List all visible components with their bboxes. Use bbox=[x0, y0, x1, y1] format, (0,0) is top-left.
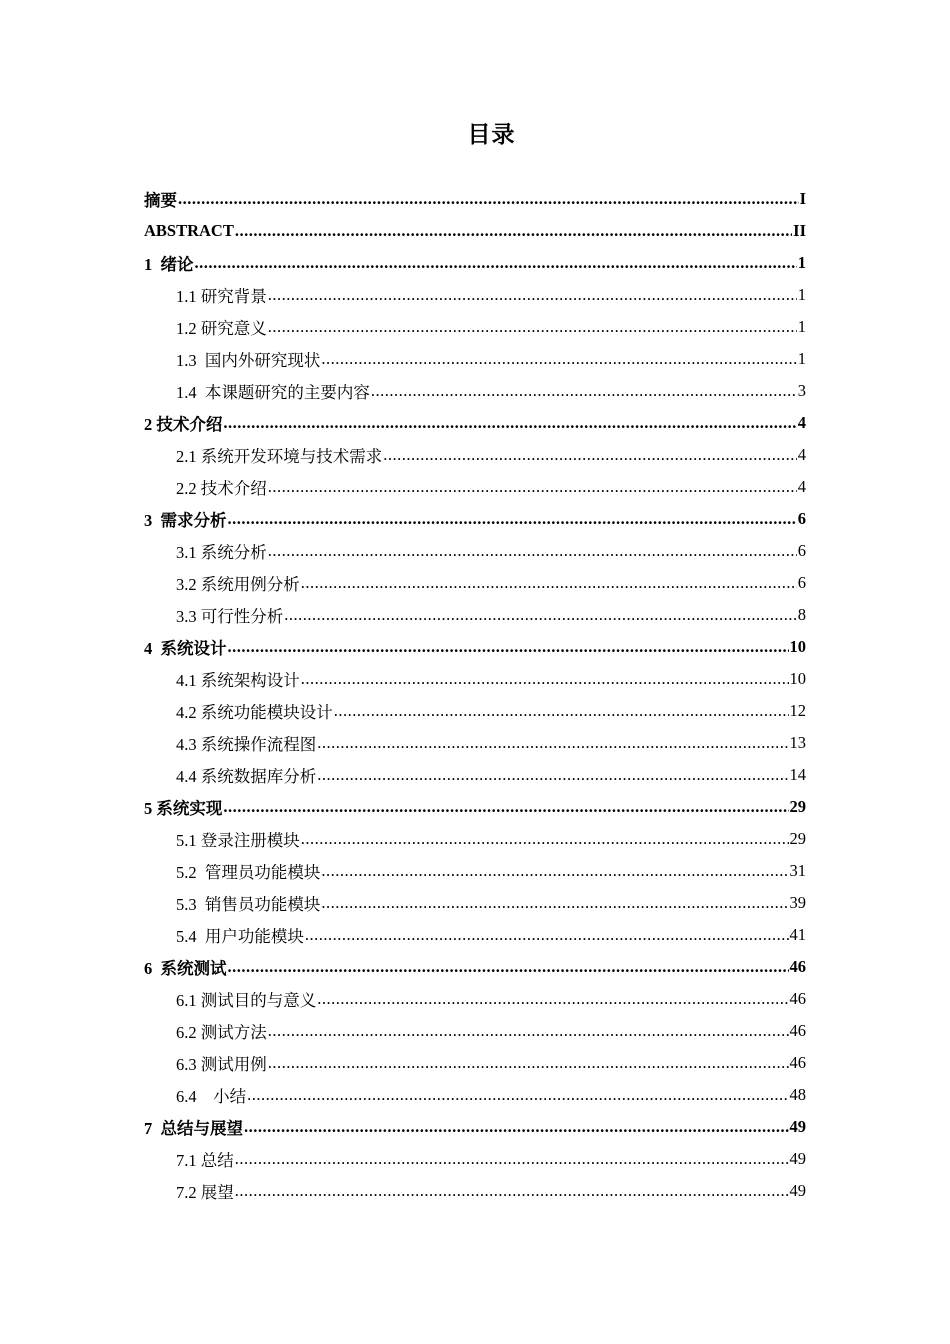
toc-section-entry[interactable] bbox=[176, 759, 806, 791]
toc-page-number: 46 bbox=[789, 989, 806, 1008]
toc-entry-label: 5.3 销售员功能模块 bbox=[176, 895, 321, 914]
toc-dot-leader bbox=[268, 477, 797, 497]
toc-section-entry[interactable] bbox=[176, 1143, 806, 1175]
toc-page-number: 12 bbox=[789, 701, 806, 720]
toc-dot-leader bbox=[317, 733, 788, 753]
table-of-contents bbox=[0, 183, 950, 1207]
toc-dot-leader bbox=[321, 861, 788, 881]
toc-entry-label: 1.4 本课题研究的主要内容 bbox=[176, 383, 370, 402]
toc-dot-leader bbox=[268, 541, 797, 561]
toc-entry-label: 7.1 总结 bbox=[176, 1151, 234, 1170]
toc-section-entry[interactable] bbox=[176, 471, 806, 503]
toc-page-number: 46 bbox=[789, 1021, 806, 1040]
toc-dot-leader bbox=[178, 189, 799, 209]
toc-dot-leader bbox=[268, 285, 797, 305]
toc-dot-leader bbox=[383, 445, 797, 465]
toc-entry-label: 5.1 登录注册模块 bbox=[176, 831, 300, 850]
toc-chapter-entry[interactable] bbox=[144, 503, 806, 535]
toc-section-entry[interactable] bbox=[176, 695, 806, 727]
toc-page-number: 4 bbox=[797, 445, 806, 464]
toc-entry-label: 4.2 系统功能模块设计 bbox=[176, 703, 333, 722]
toc-entry-label: 4 系统设计 bbox=[144, 639, 227, 658]
toc-page-number: 6 bbox=[797, 573, 806, 592]
toc-page-number: 4 bbox=[797, 477, 806, 496]
toc-page-number: 1 bbox=[797, 253, 806, 272]
toc-entry-label: 3.1 系统分析 bbox=[176, 543, 267, 562]
toc-dot-leader bbox=[301, 829, 789, 849]
toc-chapter-entry[interactable] bbox=[144, 215, 806, 247]
toc-dot-leader bbox=[334, 701, 789, 721]
toc-dot-leader bbox=[228, 509, 797, 529]
toc-entry-label: 3.2 系统用例分析 bbox=[176, 575, 300, 594]
toc-dot-leader bbox=[235, 221, 792, 241]
toc-page-number: 13 bbox=[789, 733, 806, 752]
toc-entry-label: 6.3 测试用例 bbox=[176, 1055, 267, 1074]
toc-page-number: 39 bbox=[789, 893, 806, 912]
toc-dot-leader bbox=[301, 669, 789, 689]
toc-dot-leader bbox=[284, 605, 797, 625]
toc-chapter-entry[interactable] bbox=[144, 1111, 806, 1143]
toc-page-number: I bbox=[799, 189, 806, 208]
toc-entry-label: 6.4 小结 bbox=[176, 1087, 247, 1106]
toc-page-number: 3 bbox=[797, 381, 806, 400]
toc-page-number: 29 bbox=[789, 797, 806, 816]
toc-entry-label: 5.4 用户功能模块 bbox=[176, 927, 304, 946]
toc-page-number: 10 bbox=[789, 637, 806, 656]
toc-page-number: 1 bbox=[797, 317, 806, 336]
toc-page-number: 29 bbox=[789, 829, 806, 848]
toc-entry-label: 7 总结与展望 bbox=[144, 1119, 243, 1138]
toc-dot-leader bbox=[244, 1117, 789, 1137]
toc-entry-label: 7.2 展望 bbox=[176, 1183, 234, 1202]
toc-dot-leader bbox=[321, 893, 788, 913]
toc-entry-label: 3.3 可行性分析 bbox=[176, 607, 284, 626]
toc-section-entry[interactable] bbox=[176, 439, 806, 471]
toc-page-number: 14 bbox=[789, 765, 806, 784]
toc-section-entry[interactable] bbox=[176, 663, 806, 695]
toc-entry-label: 1.1 研究背景 bbox=[176, 287, 267, 306]
toc-dot-leader bbox=[268, 317, 797, 337]
toc-page-number: 46 bbox=[789, 957, 806, 976]
toc-section-entry[interactable] bbox=[176, 919, 806, 951]
toc-section-entry[interactable] bbox=[176, 599, 806, 631]
toc-dot-leader bbox=[317, 765, 788, 785]
toc-chapter-entry[interactable] bbox=[144, 407, 806, 439]
toc-page-number: 49 bbox=[789, 1117, 806, 1136]
toc-entry-label: 6.1 测试目的与意义 bbox=[176, 991, 317, 1010]
toc-page-number: II bbox=[793, 221, 806, 240]
toc-chapter-entry[interactable] bbox=[144, 791, 806, 823]
toc-page-number: 6 bbox=[797, 509, 806, 528]
toc-entry-label: 2.2 技术介绍 bbox=[176, 479, 267, 498]
toc-dot-leader bbox=[371, 381, 797, 401]
toc-dot-leader bbox=[195, 253, 797, 273]
toc-entry-label: 6.2 测试方法 bbox=[176, 1023, 267, 1042]
toc-entry-label: 5 系统实现 bbox=[144, 799, 223, 818]
toc-dot-leader bbox=[301, 573, 797, 593]
toc-entry-label: 4.1 系统架构设计 bbox=[176, 671, 300, 690]
toc-page-number: 10 bbox=[789, 669, 806, 688]
toc-dot-leader bbox=[268, 1053, 789, 1073]
toc-title: 目录 bbox=[467, 122, 516, 148]
toc-section-entry[interactable] bbox=[176, 823, 806, 855]
toc-dot-leader bbox=[228, 957, 789, 977]
toc-dot-leader bbox=[321, 349, 796, 369]
toc-section-entry[interactable] bbox=[176, 727, 806, 759]
toc-entry-label: 摘要 bbox=[144, 191, 177, 210]
toc-entry-label: 1.2 研究意义 bbox=[176, 319, 267, 338]
toc-section-entry[interactable] bbox=[176, 983, 806, 1015]
toc-entry-label: ABSTRACT bbox=[144, 221, 234, 240]
toc-dot-leader bbox=[223, 413, 796, 433]
toc-dot-leader bbox=[228, 637, 789, 657]
toc-entry-label: 6 系统测试 bbox=[144, 959, 227, 978]
toc-entry-label: 3 需求分析 bbox=[144, 511, 227, 530]
toc-chapter-entry[interactable] bbox=[144, 183, 806, 215]
toc-section-entry[interactable] bbox=[176, 887, 806, 919]
toc-section-entry[interactable] bbox=[176, 567, 806, 599]
toc-section-entry[interactable] bbox=[176, 855, 806, 887]
toc-page-number: 8 bbox=[797, 605, 806, 624]
toc-page-number: 49 bbox=[789, 1181, 806, 1200]
toc-entry-label: 2.1 系统开发环境与技术需求 bbox=[176, 447, 383, 466]
toc-page-number: 41 bbox=[789, 925, 806, 944]
toc-dot-leader bbox=[223, 797, 788, 817]
toc-section-entry[interactable] bbox=[176, 311, 806, 343]
toc-section-entry[interactable] bbox=[176, 1047, 806, 1079]
toc-chapter-entry[interactable] bbox=[144, 631, 806, 663]
toc-page-number: 48 bbox=[789, 1085, 806, 1104]
toc-page-number: 1 bbox=[797, 285, 806, 304]
toc-dot-leader bbox=[235, 1181, 789, 1201]
toc-dot-leader bbox=[317, 989, 788, 1009]
toc-dot-leader bbox=[235, 1149, 789, 1169]
toc-page-number: 46 bbox=[789, 1053, 806, 1072]
toc-entry-label: 4.3 系统操作流程图 bbox=[176, 735, 317, 754]
toc-section-entry[interactable] bbox=[176, 279, 806, 311]
toc-chapter-entry[interactable] bbox=[144, 247, 806, 279]
toc-section-entry[interactable] bbox=[176, 1175, 806, 1207]
toc-section-entry[interactable] bbox=[176, 375, 806, 407]
toc-section-entry[interactable] bbox=[176, 343, 806, 375]
toc-section-entry[interactable] bbox=[176, 1079, 806, 1111]
toc-chapter-entry[interactable] bbox=[144, 951, 806, 983]
toc-entry-label: 1 绪论 bbox=[144, 255, 194, 274]
toc-page-number: 4 bbox=[797, 413, 806, 432]
toc-page-number: 1 bbox=[797, 349, 806, 368]
toc-dot-leader bbox=[247, 1085, 788, 1105]
toc-section-entry[interactable] bbox=[176, 535, 806, 567]
toc-dot-leader bbox=[268, 1021, 789, 1041]
toc-entry-label: 2 技术介绍 bbox=[144, 415, 223, 434]
toc-page-number: 31 bbox=[789, 861, 806, 880]
toc-page-number: 49 bbox=[789, 1149, 806, 1168]
toc-page-number: 6 bbox=[797, 541, 806, 560]
toc-entry-label: 5.2 管理员功能模块 bbox=[176, 863, 321, 882]
toc-dot-leader bbox=[305, 925, 789, 945]
toc-section-entry[interactable] bbox=[176, 1015, 806, 1047]
toc-entry-label: 1.3 国内外研究现状 bbox=[176, 351, 321, 370]
toc-entry-label: 4.4 系统数据库分析 bbox=[176, 767, 317, 786]
